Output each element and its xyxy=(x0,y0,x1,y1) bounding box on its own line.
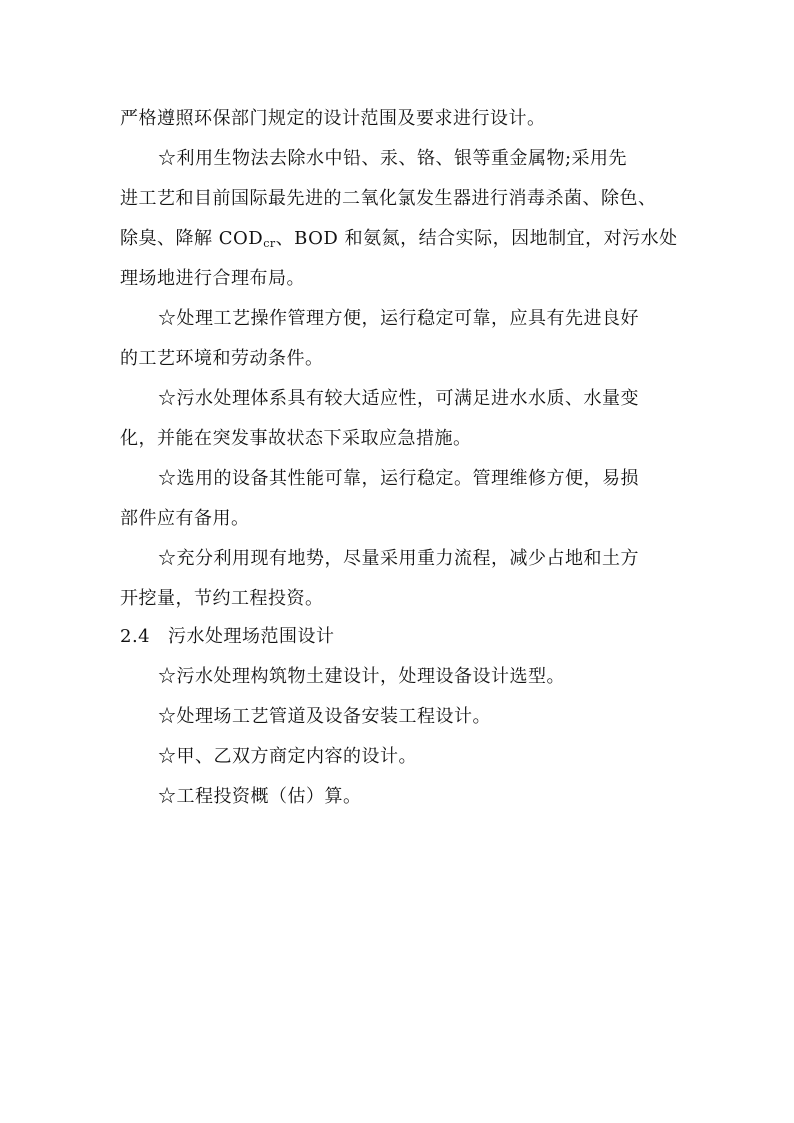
list-item: ☆甲、乙双方商定内容的设计。 xyxy=(158,746,417,767)
paragraph-line: 化，并能在突发事故状态下采取应急措施。 xyxy=(120,428,472,449)
paragraph-line: 严格遵照环保部门规定的设计范围及要求进行设计。 xyxy=(120,108,546,129)
paragraph-line: ☆处理工艺操作管理方便，运行稳定可靠，应具有先进良好 xyxy=(158,308,639,329)
paragraph-line: 部件应有备用。 xyxy=(120,508,250,529)
text-span: 除臭、降解 COD xyxy=(120,228,264,249)
paragraph-line: ☆充分利用现有地势，尽量采用重力流程，减少占地和土方 xyxy=(158,548,639,569)
paragraph-line: 理场地进行合理布局。 xyxy=(120,268,305,289)
paragraph-line: 进工艺和目前国际最先进的二氧化氯发生器进行消毒杀菌、除色、 xyxy=(120,188,657,209)
subscript: cr xyxy=(263,237,276,250)
paragraph-line xyxy=(120,227,680,251)
list-item: ☆污水处理构筑物土建设计，处理设备设计选型。 xyxy=(158,666,565,687)
text-span: 、BOD 和氨氮，结合实际，因地制宜，对污水处 xyxy=(275,228,678,249)
paragraph-line: ☆污水处理体系具有较大适应性，可满足进水水质、水量变 xyxy=(158,388,639,409)
list-item: ☆工程投资概（估）算。 xyxy=(158,786,362,807)
section-heading xyxy=(120,625,680,649)
paragraph-line: 的工艺环境和劳动条件。 xyxy=(120,348,324,369)
list-item: ☆处理场工艺管道及设备安装工程设计。 xyxy=(158,706,491,727)
section-number: 2.4 xyxy=(120,626,151,647)
paragraph-line: 开挖量，节约工程投资。 xyxy=(120,588,324,609)
section-title: 污水处理场范围设计 xyxy=(168,626,335,647)
paragraph-line: ☆利用生物法去除水中铅、汞、铬、银等重金属物;采用先 xyxy=(158,148,628,169)
paragraph-line: ☆选用的设备其性能可靠，运行稳定。管理维修方便，易损 xyxy=(158,468,639,489)
